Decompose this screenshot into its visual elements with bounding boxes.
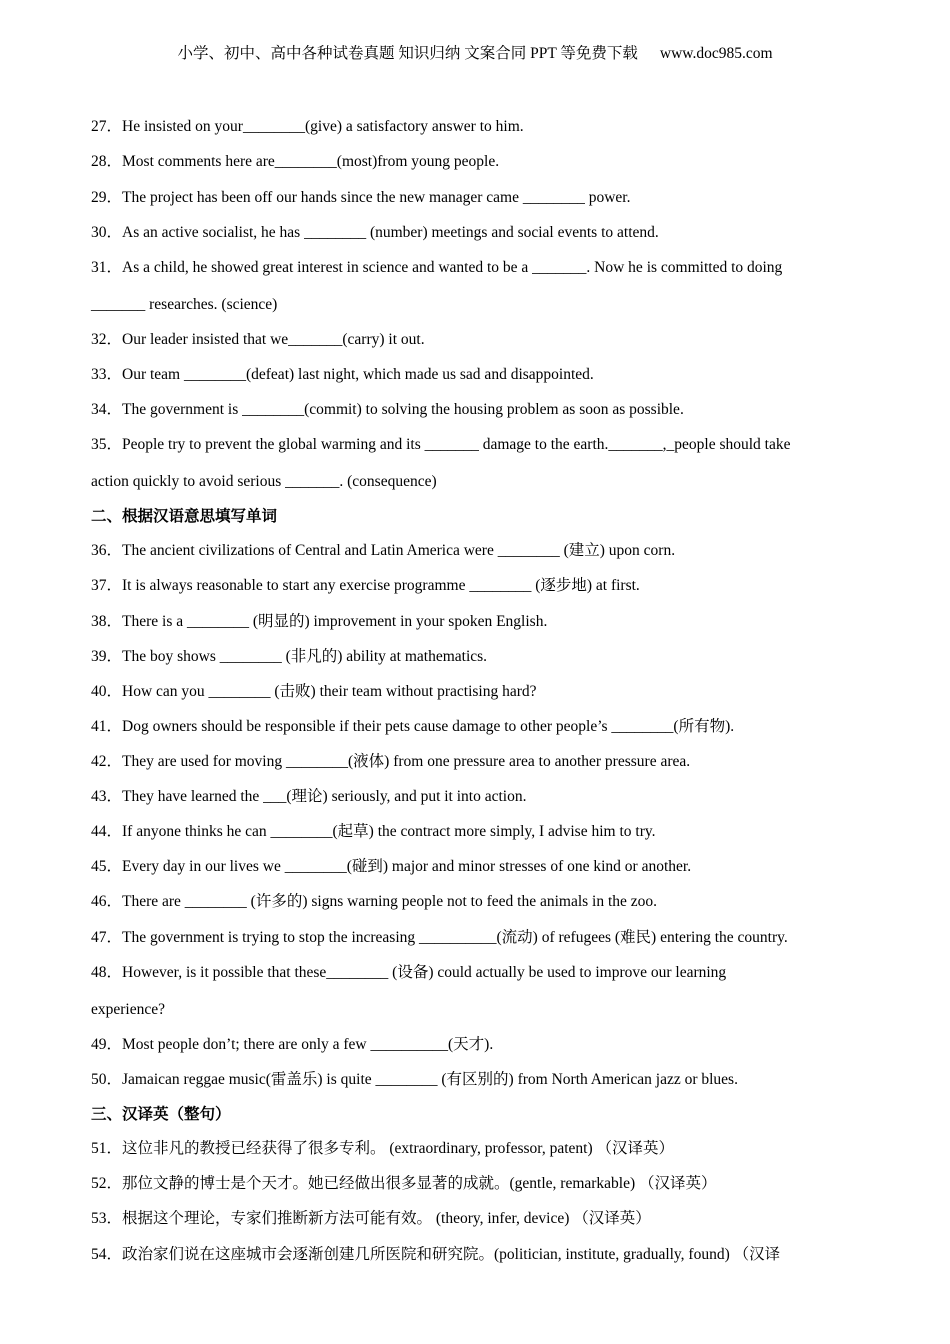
question-53: 53．根据这个理论，专家们推断新方法可能有效。 (theory, infer, device) （汉译英） <box>91 1210 651 1227</box>
question-41: 41．Dog owners should be responsible if their pets cause damage to other people’s ________(所有物). <box>91 718 735 735</box>
question-36: 36．The ancient civilizations of Central and Latin America were ________ (建立) upon corn. <box>91 542 676 559</box>
question-28: 28．Most comments here are________(most)from young people. <box>91 153 500 170</box>
question-51: 51．这位非凡的教授已经获得了很多专利。 (extraordinary, professor, patent) （汉译英） <box>91 1140 674 1157</box>
question-38: 38．There is a ________ (明显的) improvement in your spoken English. <box>91 613 548 630</box>
question-35: 35．People try to prevent the global warming and its _______ damage to the earth._______,_people should take <box>91 436 791 453</box>
question-52: 52．那位文静的博士是个天才。她已经做出很多显著的成就。(gentle, remarkable) （汉译英） <box>91 1175 717 1192</box>
page-header <box>0 41 950 63</box>
question-48: 48．However, is it possible that these________ (设备) could actually be used to improve our learning <box>91 964 727 981</box>
question-32: 32．Our leader insisted that we_______(carry) it out. <box>91 331 425 348</box>
header-text: 小学、初中、高中各种试卷真题 知识归纳 文案合同 PPT 等免费下载 <box>177 45 638 62</box>
section-2-heading: 二、根据汉语意思填写单词 <box>91 508 278 525</box>
question-29: 29．The project has been off our hands since the new manager came ________ power. <box>91 189 631 206</box>
question-37: 37．It is always reasonable to start any exercise programme ________ (逐步地) at first. <box>91 577 640 594</box>
question-45: 45．Every day in our lives we ________(碰到) major and minor stresses of one kind or another. <box>91 858 692 875</box>
question-49: 49．Most people don’t; there are only a few __________(天才). <box>91 1036 494 1053</box>
question-35-cont: action quickly to avoid serious _______. (consequence) <box>91 473 437 490</box>
question-50: 50．Jamaican reggae music(雷盖乐) is quite ________ (有区别的) from North American jazz or blues. <box>91 1071 738 1088</box>
question-54: 54．政治家们说在这座城市会逐渐创建几所医院和研究院。(politician, institute, gradually, found) （汉译 <box>91 1246 781 1263</box>
question-44: 44．If anyone thinks he can ________(起草) the contract more simply, I advise him to try. <box>91 823 656 840</box>
question-27: 27．He insisted on your________(give) a satisfactory answer to him. <box>91 118 524 135</box>
header-url[interactable]: www.doc985.com <box>659 45 773 62</box>
question-33: 33．Our team ________(defeat) last night, which made us sad and disappointed. <box>91 366 594 383</box>
question-48-cont: experience? <box>91 1001 165 1018</box>
question-43: 43．They have learned the ___(理论) seriously, and put it into action. <box>91 788 527 805</box>
question-31: 31．As a child, he showed great interest in science and wanted to be a _______. Now he is committed to doing <box>91 259 783 276</box>
question-47: 47．The government is trying to stop the increasing __________(流动) of refugees (难民) entering the country. <box>91 929 788 946</box>
question-30: 30．As an active socialist, he has ________ (number) meetings and social events to attend. <box>91 224 659 241</box>
question-31-cont: _______ researches. (science) <box>91 296 278 313</box>
section-3-heading: 三、汉译英（整句） <box>91 1106 231 1123</box>
question-42: 42．They are used for moving ________(液体) from one pressure area to another pressure area. <box>91 753 691 770</box>
question-34: 34．The government is ________(commit) to solving the housing problem as soon as possible. <box>91 401 684 418</box>
question-46: 46．There are ________ (许多的) signs warning people not to feed the animals in the zoo. <box>91 893 658 910</box>
question-39: 39．The boy shows ________ (非凡的) ability at mathematics. <box>91 648 488 665</box>
question-40: 40．How can you ________ (击败) their team without practising hard? <box>91 683 537 700</box>
